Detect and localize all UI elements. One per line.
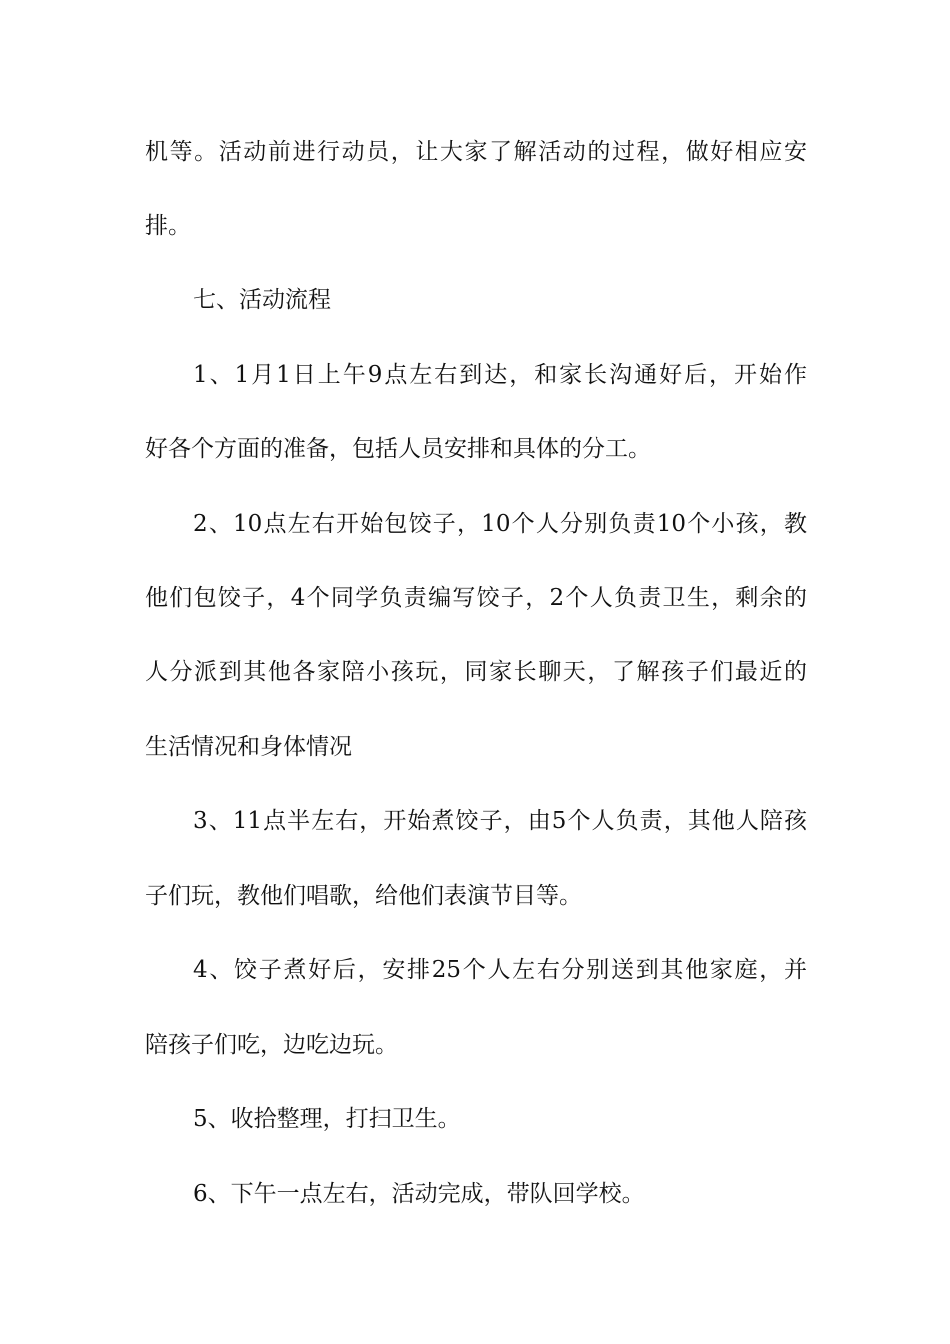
section-heading: 七、活动流程 — [193, 287, 331, 313]
paragraph-line: 5、收拾整理，打扫卫生。 — [193, 1106, 461, 1132]
paragraph-line: 陪孩子们吃，边吃边玩。 — [145, 1032, 398, 1058]
paragraph-line: 2、10点左右开始包饺子，10个人分别负责10个小孩，教 — [193, 511, 807, 537]
paragraph-line: 子们玩，教他们唱歌，给他们表演节目等。 — [145, 883, 582, 909]
paragraph-line: 人分派到其他各家陪小孩玩，同家长聊天，了解孩子们最近的 — [145, 659, 807, 685]
paragraph-line: 生活情况和身体情况 — [145, 734, 352, 760]
paragraph-line: 机等。活动前进行动员，让大家了解活动的过程，做好相应安 — [145, 139, 807, 165]
paragraph-line: 6、下午一点左右，活动完成，带队回学校。 — [193, 1181, 645, 1207]
paragraph-line: 4、饺子煮好后，安排25个人左右分别送到其他家庭，并 — [193, 957, 807, 983]
paragraph-line: 他们包饺子，4个同学负责编写饺子，2个人负责卫生，剩余的 — [145, 585, 807, 611]
paragraph-line: 1、1月1日上午9点左右到达，和家长沟通好后，开始作 — [193, 362, 807, 388]
paragraph-line: 排。 — [145, 213, 191, 239]
paragraph-line: 好各个方面的准备，包括人员安排和具体的分工。 — [145, 436, 651, 462]
paragraph-line: 3、11点半左右，开始煮饺子，由5个人负责，其他人陪孩 — [193, 808, 807, 834]
